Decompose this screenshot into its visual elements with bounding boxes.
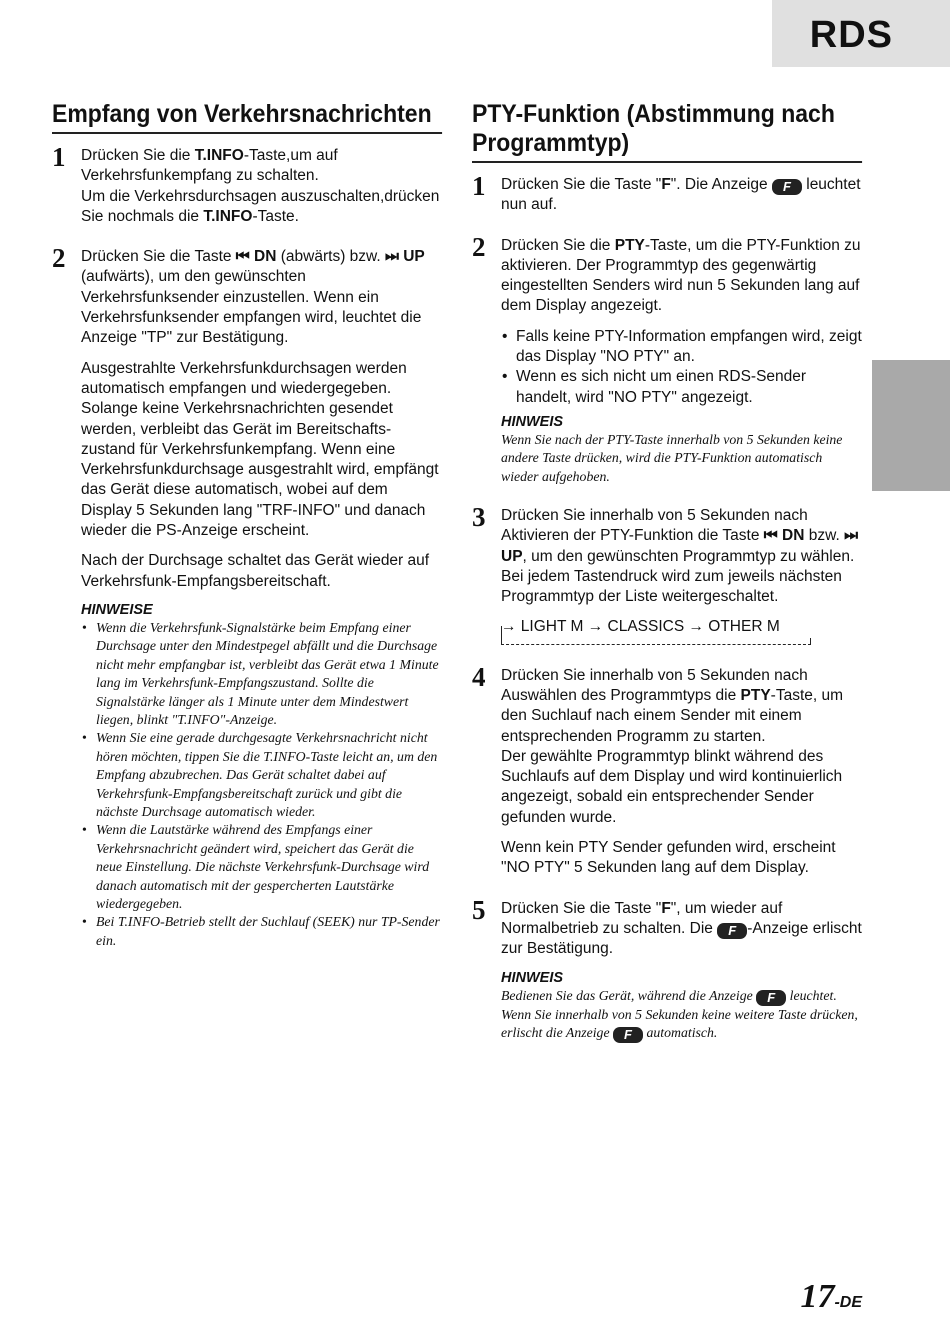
step-5: [472, 894, 862, 1043]
step-number: 2: [52, 243, 66, 274]
step-text: Drücken Sie die T.INFO-Taste,um auf Verkehrsfunkempfang zu schalten. Um die Verkehrsdurchsagen auszuschalten,drücken Sie nochmals die T.INFO-Taste.: [81, 147, 440, 225]
step-text: Drücken Sie die Taste "F", um wieder auf Normalbetrieb zu schalten. Die F -Anzeige erlischt zur Bestätigung.: [501, 899, 862, 958]
step-2: [52, 243, 442, 950]
step-1: [52, 142, 442, 227]
step-text: Drücken Sie die PTY-Taste, um die PTY-Funktion zu aktivieren. Der Programmtyp des gegenwärtig eingestellten Senders wird nun 5 Sekunden lang auf dem Display angezeigt.: [501, 236, 861, 315]
note-heading: HINWEIS: [501, 413, 564, 430]
step-2: [472, 231, 862, 487]
notes-heading: HINWEISE: [81, 601, 153, 618]
note-item: • Wenn Sie eine gerade durchgesagte Verkehrsnachricht nicht hören möchten, tippen Sie die T.INFO-Taste leicht an, um den Empfang abzubrechen. Das Gerät schaltet dabei auf Verkehrsfunk-Empfangsbereitschaft zurück und gibt die nächste Durchsage automatisch wieder.: [81, 729, 442, 821]
bullet-item: • Falls keine PTY-Information empfangen wird, zeigt das Display "NO PTY" an.: [501, 327, 862, 368]
section-title-traffic: Empfang von Verkehrsnachrichten: [52, 100, 442, 134]
note-heading: HINWEIS: [501, 969, 564, 986]
page-number: 17-DE: [800, 1278, 862, 1315]
step-4: [472, 661, 862, 879]
side-tab-marker: [872, 360, 950, 491]
bullet-list: [501, 327, 862, 408]
step-number: 4: [472, 661, 486, 692]
notes-list: [81, 619, 442, 950]
section-title-pty: PTY-Funktion (Abstimmung nach Programmtyp): [472, 100, 862, 163]
note-item: • Bei T.INFO-Betrieb stellt der Suchlauf (SEEK) nur TP-Sender ein.: [81, 913, 442, 950]
step-text: Drücken Sie innerhalb von 5 Sekunden nach Aktivieren der PTY-Funktion die Taste ⏮ DN bzw. ⏭ UP, um den gewünschten Programmtyp zu wählen. Bei jedem Tastendruck wird zum jeweils nächsten Programmtyp der Liste weitergeschaltet.: [501, 507, 859, 606]
step-3: [472, 502, 862, 655]
note-item: • Wenn die Lautstärke während des Empfangs einer Verkehrsnachricht geändert wird, speichert das Gerät die neue Einstellung. Die nächste Verkehrsfunk-Durchsage wird danach automatisch mit der gespercherten Lautstärke wiedergegeben.: [81, 821, 442, 913]
bullet-item: • Wenn es sich nicht um einen RDS-Sender handelt, wird "NO PTY" angezeigt.: [501, 367, 862, 408]
step-number: 2: [472, 231, 486, 262]
right-column: [472, 100, 862, 1043]
program-type-sequence: [501, 618, 862, 656]
step-number: 1: [52, 142, 66, 172]
left-column: [52, 100, 442, 950]
step-text: Drücken Sie innerhalb von 5 Sekunden nach Auswählen des Programmtyps die PTY-Taste, um den Suchlauf nach einem Sender mit einem entsprechenden Programm zu starten. Der gewählte Programmtyp blinkt während des Suchlaufs auf dem Display und wird kontinuierlich angezeigt, sobald ein entsprechender Sender gefunden wurde.: [501, 666, 844, 826]
f-indicator-icon: F: [756, 990, 786, 1006]
section-tab-label: RDS: [809, 14, 893, 56]
step-1: [472, 171, 862, 216]
f-indicator-icon: F: [717, 923, 747, 939]
note-item: • Wenn die Verkehrsfunk-Signalstärke beim Empfang einer Durchsage unter den Mindestpegel abfällt und die Durchsage nicht mehr empfangbar ist, verbleibt das Gerät etwa 1 Minute lang im Verkehrsfunk-Empfangszustand. Sollte die Signalstärke länger als 1 Minute unter dem Mindestwert liegen, blinkt "T.INFO"-Anzeige.: [81, 619, 442, 729]
paragraph: Nach der Durchsage schaltet das Gerät wieder auf Verkehrsfunk-Empfangsbereitschaft.: [81, 552, 430, 590]
f-indicator-icon: F: [772, 179, 802, 195]
step-number: 3: [472, 502, 486, 533]
step-number: 5: [472, 894, 486, 925]
paragraph: Ausgestrahlte Verkehrsfunkdurchsagen werden automatisch empfangen und wiedergegeben. Solange keine Verkehrsnachrichten gesendet werden, verbleibt das Gerät im Bereitschafts-zustand für Verkehrsfunkempfang. Wenn eine Verkehrsfunkdurchsage ausgestrahlt wird, empfängt das Gerät diese automatisch, wobei auf dem Display 5 Sekunden lang "TRF-INFO" und danach wieder die PS-Anzeige erscheint.: [81, 359, 439, 540]
note-text: Wenn Sie nach der PTY-Taste innerhalb von 5 Sekunden keine andere Taste drücken, wird die PTY-Funktion automatisch wieder aufgehoben.: [501, 431, 843, 484]
sequence-return-line: [501, 638, 811, 645]
step-text: Drücken Sie die Taste "F". Die Anzeige F leuchtet nun auf.: [501, 176, 861, 214]
f-indicator-icon: F: [613, 1027, 643, 1043]
paragraph: Wenn kein PTY Sender gefunden wird, erscheint "NO PTY" 5 Sekunden lang auf dem Display.: [501, 839, 836, 877]
step-text: Drücken Sie die Taste ⏮ DN (abwärts) bzw. ⏭ UP (aufwärts), um den gewünschten Verkehrsfunksender einzustellen. Wenn ein Verkehrsfunksender empfangen wird, leuchtet die Anzeige "TP" zur Bestätigung.: [81, 248, 425, 347]
note-text: Bedienen Sie das Gerät, während die Anzeige F leuchtet. Wenn Sie innerhalb von 5 Sekunden keine weitere Taste drücken, erlischt die Anzeige F automatisch.: [501, 987, 858, 1042]
step-number: 1: [472, 171, 486, 201]
section-tab-rds: [772, 0, 950, 67]
sequence-text: → LIGHT M → CLASSICS → OTHER M: [501, 617, 780, 635]
